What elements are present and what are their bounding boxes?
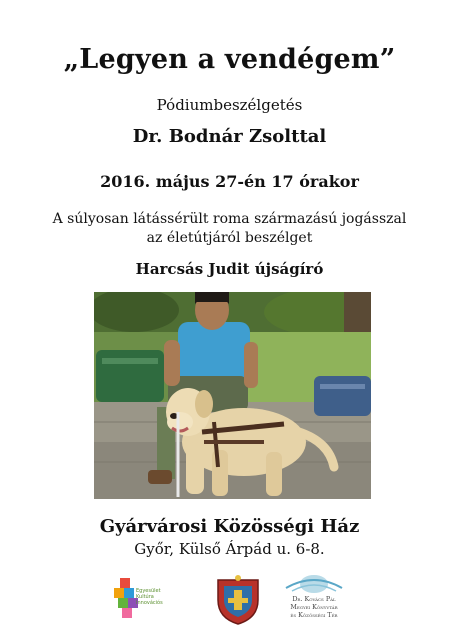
guest-with-guide-dog-photo — [94, 292, 371, 499]
association-line-1: Egyesület — [136, 588, 161, 594]
association-logo — [114, 574, 192, 626]
association-line-2: Kultúra — [136, 594, 154, 600]
association-line-3: Innovációs — [136, 600, 163, 606]
coat-of-arms-logo — [214, 574, 262, 626]
library-logo — [278, 574, 350, 626]
library-line-3: és Közösségi Tér — [290, 611, 338, 619]
library-line-2: Megyei Könyvtár — [290, 603, 338, 611]
event-subtitle: Pódiumbeszélgetés — [156, 96, 303, 114]
moderator-name: Harcsás Judit újságíró — [135, 260, 324, 278]
venue-address: Győr, Külső Árpád u. 6-8. — [134, 540, 325, 558]
event-date: 2016. május 27-én 17 órakor — [100, 172, 359, 191]
colorful-puzzle-icon — [114, 578, 138, 622]
description-line-1: A súlyosan látássérült roma származású jogásszal — [52, 211, 407, 227]
event-title: „Legyen a vendégem” — [63, 44, 396, 75]
description-line-2: az életútjáról beszélget — [146, 230, 313, 246]
guest-photo — [94, 292, 371, 499]
venue-name: Gyárvárosi Közösségi Ház — [99, 516, 360, 537]
library-line-1: Dr. Kovács Pál — [292, 595, 336, 603]
sponsor-logos — [0, 574, 459, 634]
guest-name: Dr. Bodnár Zsolttal — [132, 126, 327, 147]
library-wave-icon — [278, 574, 350, 594]
coat-of-arms-icon — [214, 574, 262, 626]
event-description — [0, 210, 459, 248]
